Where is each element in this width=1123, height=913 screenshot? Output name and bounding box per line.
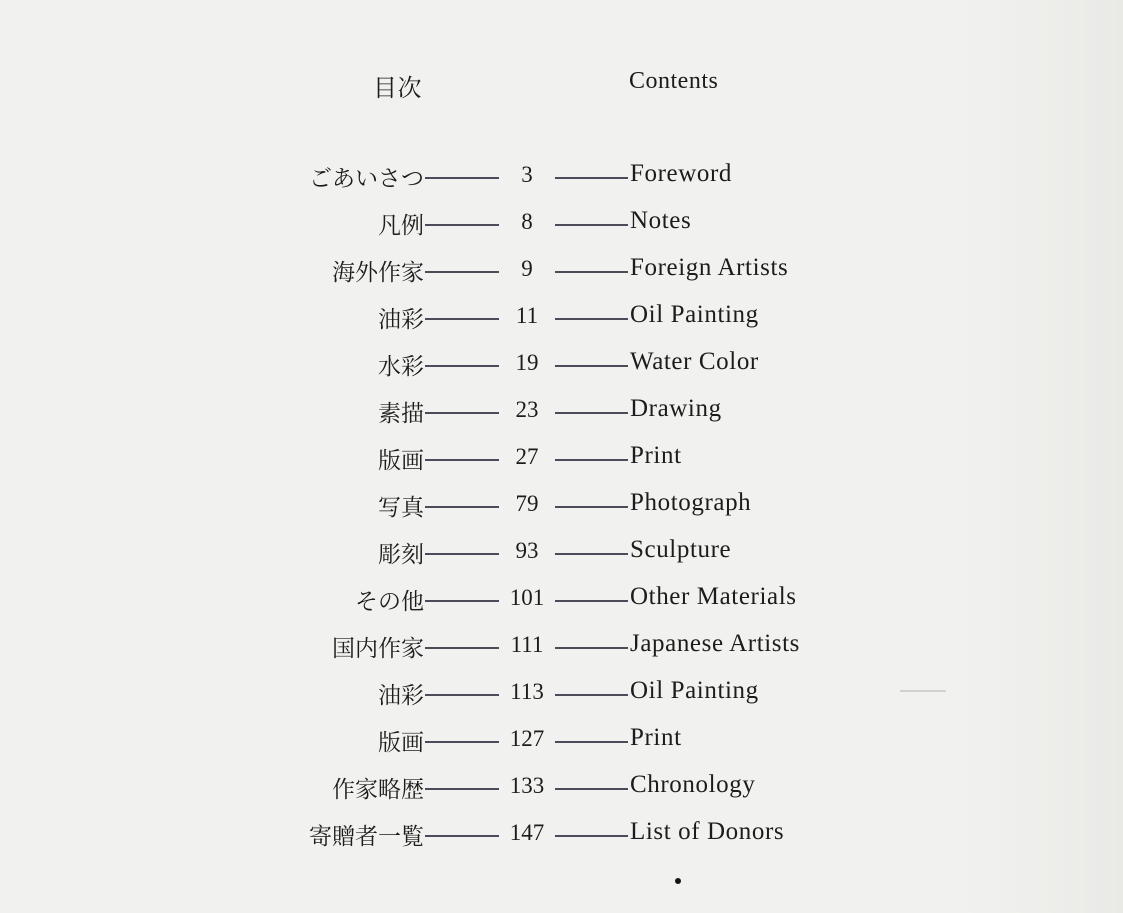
toc-entry-page-number: 27 xyxy=(515,444,539,469)
toc-entry-english: Foreword xyxy=(630,160,733,187)
toc-entry-page-number: 19 xyxy=(515,350,539,375)
toc-entry-page-number: 133 xyxy=(509,773,545,798)
toc-entry-japanese: 彫刻 xyxy=(378,542,424,568)
toc-entry-english: Water Color xyxy=(630,348,759,375)
toc-entry xyxy=(0,395,1123,442)
toc-entry xyxy=(0,301,1123,348)
toc-entry xyxy=(0,207,1123,254)
toc-entry-english: Chronology xyxy=(630,771,756,798)
toc-entry-page-number: 8 xyxy=(521,209,533,234)
leader-line xyxy=(425,365,499,367)
toc-entry-english: Print xyxy=(630,442,682,469)
leader-line xyxy=(555,412,628,414)
toc-entry-japanese: ごあいさつ xyxy=(309,166,424,192)
leader-line xyxy=(425,177,499,179)
toc-entry-english: Sculpture xyxy=(630,536,732,563)
toc-entry xyxy=(0,442,1123,489)
toc-entry xyxy=(0,677,1123,724)
toc-entry-page-number: 127 xyxy=(509,726,545,751)
toc-entry-japanese: 凡例 xyxy=(378,213,424,239)
toc-entry xyxy=(0,160,1123,207)
leader-line xyxy=(555,271,628,273)
toc-entry xyxy=(0,536,1123,583)
leader-line xyxy=(555,835,628,837)
toc-entry-page-number: 79 xyxy=(515,491,539,516)
toc-entry-page-number: 93 xyxy=(515,538,539,563)
toc-entry-page-number: 113 xyxy=(510,679,544,704)
paper-mark xyxy=(900,690,946,692)
leader-line xyxy=(555,600,628,602)
toc-entry-english: Notes xyxy=(630,207,692,234)
toc-entry-page-number: 3 xyxy=(521,162,533,187)
leader-line xyxy=(425,224,499,226)
toc-entry xyxy=(0,583,1123,630)
toc-entry-japanese: その他 xyxy=(355,589,424,615)
toc-entry-japanese: 作家略歴 xyxy=(332,777,424,803)
leader-line xyxy=(555,224,628,226)
toc-entry-english: Photograph xyxy=(630,489,752,516)
toc-entry-english: Other Materials xyxy=(630,583,797,610)
leader-line xyxy=(425,506,499,508)
leader-line xyxy=(425,647,499,649)
leader-line xyxy=(425,459,499,461)
toc-entry-japanese: 写真 xyxy=(378,495,424,521)
toc-entry-page-number: 147 xyxy=(509,820,545,845)
leader-line xyxy=(555,318,628,320)
toc-entry xyxy=(0,771,1123,818)
toc-entry-english: List of Donors xyxy=(630,818,785,845)
leader-line xyxy=(555,647,628,649)
toc-entry-japanese: 油彩 xyxy=(378,683,424,709)
toc-entry xyxy=(0,630,1123,677)
leader-line xyxy=(555,553,628,555)
toc-entry-page-number: 111 xyxy=(510,632,544,657)
toc-entry-japanese: 国内作家 xyxy=(332,636,424,662)
toc-entry-japanese: 素描 xyxy=(378,401,424,427)
leader-line xyxy=(555,506,628,508)
contents-heading-japanese: 目次 xyxy=(373,76,422,102)
toc-entry-japanese: 版画 xyxy=(378,448,424,474)
toc-entry-english: Japanese Artists xyxy=(630,630,800,657)
leader-line xyxy=(555,365,628,367)
leader-line xyxy=(425,318,499,320)
toc-entry xyxy=(0,254,1123,301)
leader-line xyxy=(555,788,628,790)
toc-entry xyxy=(0,724,1123,771)
leader-line xyxy=(425,600,499,602)
toc-entry xyxy=(0,348,1123,395)
toc-entry-english: Oil Painting xyxy=(630,301,759,328)
toc-entry-page-number: 9 xyxy=(521,256,533,281)
toc-entry-japanese: 油彩 xyxy=(378,307,424,333)
leader-line xyxy=(425,694,499,696)
toc-entry xyxy=(0,489,1123,536)
toc-entry-japanese: 寄贈者一覧 xyxy=(309,824,424,850)
toc-entry-japanese: 版画 xyxy=(378,730,424,756)
leader-line xyxy=(555,177,628,179)
leader-line xyxy=(555,694,628,696)
toc-entry-japanese: 水彩 xyxy=(378,354,424,380)
leader-line xyxy=(425,788,499,790)
leader-line xyxy=(555,741,628,743)
leader-line xyxy=(425,412,499,414)
toc-entry-japanese: 海外作家 xyxy=(332,260,424,286)
leader-line xyxy=(555,459,628,461)
toc-entry-english: Oil Painting xyxy=(630,677,759,704)
toc-entry-english: Foreign Artists xyxy=(630,254,789,281)
leader-line xyxy=(425,553,499,555)
toc-entry-english: Print xyxy=(630,724,682,751)
leader-line xyxy=(425,271,499,273)
toc-entry-page-number: 11 xyxy=(515,303,539,328)
toc-entry-english: Drawing xyxy=(630,395,722,422)
toc-entry xyxy=(0,818,1123,865)
leader-line xyxy=(425,835,499,837)
leader-line xyxy=(425,741,499,743)
ink-dot xyxy=(675,878,681,884)
toc-entry-page-number: 101 xyxy=(509,585,545,610)
contents-heading-english: Contents xyxy=(629,68,719,94)
toc-entry-page-number: 23 xyxy=(515,397,539,422)
